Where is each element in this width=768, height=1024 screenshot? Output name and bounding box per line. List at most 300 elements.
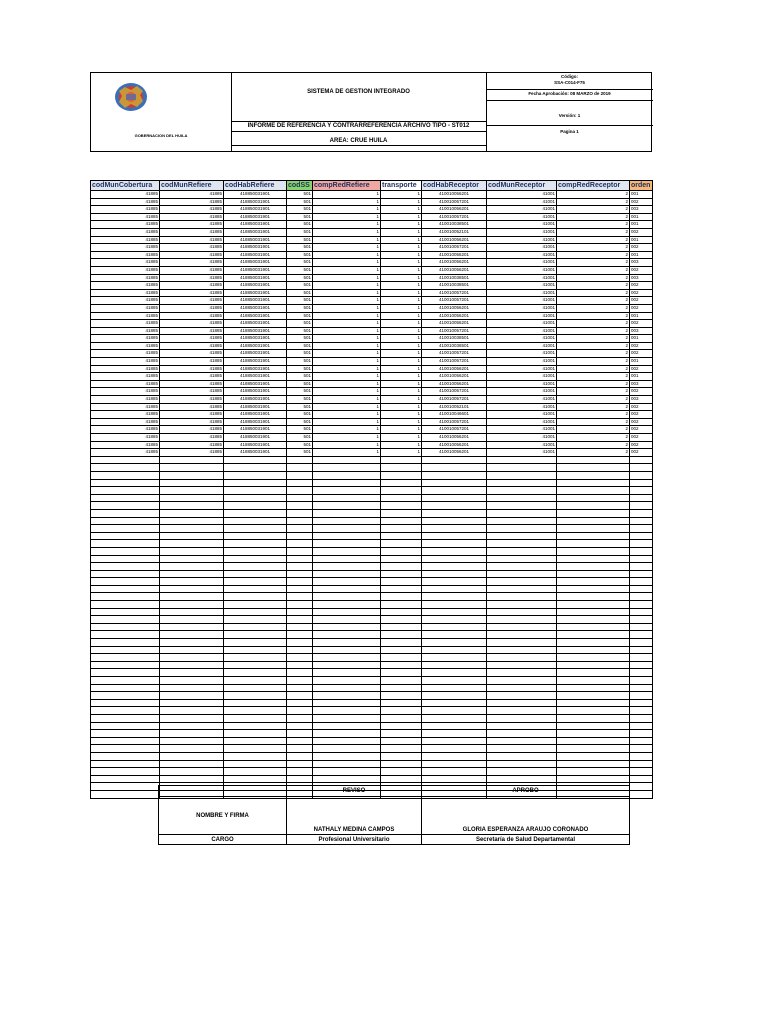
- cell-codHabReceptor: 410010056201: [422, 320, 487, 328]
- empty-table-row: [91, 494, 653, 502]
- empty-cell: [381, 578, 422, 586]
- empty-cell: [630, 578, 653, 586]
- cell-compRedRefiere: 1: [313, 449, 381, 457]
- empty-table-row: [91, 692, 653, 700]
- empty-cell: [630, 623, 653, 631]
- empty-cell: [487, 677, 557, 685]
- empty-cell: [91, 509, 160, 517]
- empty-cell: [487, 578, 557, 586]
- cell-compRedReceptor: 2: [557, 289, 630, 297]
- empty-cell: [91, 525, 160, 533]
- empty-table-row: [91, 563, 653, 571]
- empty-cell: [422, 646, 487, 654]
- cell-codSS: 501: [287, 335, 313, 343]
- cell-codSS: 501: [287, 221, 313, 229]
- cell-codMunCobertura: 41885: [91, 228, 160, 236]
- cell-transporte: 1: [381, 350, 422, 358]
- empty-cell: [287, 745, 313, 753]
- cell-codMunReceptor: 41001: [487, 206, 557, 214]
- cell-codMunCobertura: 41885: [91, 358, 160, 366]
- cell-codMunRefiere: 41885: [160, 449, 224, 457]
- empty-cell: [487, 646, 557, 654]
- empty-cell: [381, 456, 422, 464]
- empty-cell: [224, 646, 287, 654]
- cell-codMunCobertura: 41885: [91, 191, 160, 199]
- cell-transporte: 1: [381, 198, 422, 206]
- cell-codMunReceptor: 41001: [487, 342, 557, 350]
- table-row: [91, 373, 653, 381]
- empty-cell: [487, 616, 557, 624]
- cell-codMunReceptor: 41001: [487, 434, 557, 442]
- empty-cell: [422, 616, 487, 624]
- cell-transporte: 1: [381, 342, 422, 350]
- empty-cell: [557, 509, 630, 517]
- cell-codMunRefiere: 41885: [160, 251, 224, 259]
- empty-cell: [487, 555, 557, 563]
- empty-cell: [160, 752, 224, 760]
- table-row: [91, 449, 653, 457]
- empty-table-row: [91, 601, 653, 609]
- empty-cell: [287, 555, 313, 563]
- empty-table-row: [91, 669, 653, 677]
- empty-cell: [287, 692, 313, 700]
- cell-codMunReceptor: 41001: [487, 221, 557, 229]
- cell-compRedReceptor: 2: [557, 426, 630, 434]
- cell-codMunRefiere: 41885: [160, 244, 224, 252]
- empty-cell: [313, 677, 381, 685]
- cell-orden: 003: [630, 396, 653, 404]
- empty-cell: [487, 699, 557, 707]
- empty-cell: [557, 760, 630, 768]
- empty-cell: [422, 547, 487, 555]
- empty-cell: [557, 570, 630, 578]
- table-row: [91, 266, 653, 274]
- empty-cell: [381, 707, 422, 715]
- empty-cell: [557, 608, 630, 616]
- cell-compRedRefiere: 1: [313, 327, 381, 335]
- empty-cell: [313, 699, 381, 707]
- empty-table-row: [91, 737, 653, 745]
- cell-codMunReceptor: 41001: [487, 228, 557, 236]
- empty-table-row: [91, 775, 653, 783]
- cell-orden: 003: [630, 380, 653, 388]
- code-value: SSA-C014-F75: [554, 80, 585, 85]
- empty-table-row: [91, 623, 653, 631]
- empty-cell: [630, 593, 653, 601]
- cell-codMunRefiere: 41885: [160, 236, 224, 244]
- empty-cell: [487, 714, 557, 722]
- empty-cell: [630, 517, 653, 525]
- empty-cell: [422, 661, 487, 669]
- empty-cell: [381, 608, 422, 616]
- cell-codMunRefiere: 41885: [160, 228, 224, 236]
- cell-codMunCobertura: 41885: [91, 244, 160, 252]
- cell-orden: 002: [630, 297, 653, 305]
- empty-cell: [557, 494, 630, 502]
- empty-cell: [313, 456, 381, 464]
- cell-compRedReceptor: 2: [557, 350, 630, 358]
- cell-codMunCobertura: 41885: [91, 380, 160, 388]
- empty-cell: [557, 616, 630, 624]
- cell-codSS: 501: [287, 251, 313, 259]
- table-row: [91, 259, 653, 267]
- system-title: SISTEMA DE GESTION INTEGRADO: [307, 89, 410, 95]
- empty-table-row: [91, 585, 653, 593]
- empty-table-row: [91, 707, 653, 715]
- empty-cell: [91, 456, 160, 464]
- empty-cell: [287, 722, 313, 730]
- empty-cell: [630, 639, 653, 647]
- empty-cell: [224, 532, 287, 540]
- cell-codHabRefiere: 418850031901: [224, 418, 287, 426]
- cell-codSS: 501: [287, 426, 313, 434]
- empty-cell: [630, 608, 653, 616]
- cell-codSS: 501: [287, 434, 313, 442]
- cell-codSS: 501: [287, 365, 313, 373]
- cell-codHabRefiere: 418850031901: [224, 282, 287, 290]
- empty-cell: [287, 585, 313, 593]
- empty-cell: [91, 752, 160, 760]
- empty-table-row: [91, 752, 653, 760]
- cell-transporte: 1: [381, 213, 422, 221]
- cell-codHabRefiere: 418850031901: [224, 251, 287, 259]
- empty-cell: [160, 494, 224, 502]
- cell-codMunRefiere: 41885: [160, 289, 224, 297]
- empty-cell: [160, 669, 224, 677]
- cell-codMunRefiere: 41885: [160, 342, 224, 350]
- empty-table-row: [91, 593, 653, 601]
- cell-transporte: 1: [381, 297, 422, 305]
- empty-cell: [381, 563, 422, 571]
- empty-cell: [91, 654, 160, 662]
- cell-codHabReceptor: 410010057201: [422, 418, 487, 426]
- empty-cell: [91, 760, 160, 768]
- empty-cell: [287, 487, 313, 495]
- empty-cell: [313, 654, 381, 662]
- empty-cell: [557, 775, 630, 783]
- cell-compRedReceptor: 2: [557, 403, 630, 411]
- empty-table-row: [91, 768, 653, 776]
- cell-transporte: 1: [381, 373, 422, 381]
- empty-table-row: [91, 760, 653, 768]
- cell-compRedReceptor: 2: [557, 335, 630, 343]
- col-header-compRedRefiere: compRedRefiere: [313, 181, 381, 191]
- empty-cell: [422, 540, 487, 548]
- empty-cell: [381, 555, 422, 563]
- cell-codMunReceptor: 41001: [487, 191, 557, 199]
- empty-cell: [381, 639, 422, 647]
- cell-codHabReceptor: 410010056201: [422, 449, 487, 457]
- cell-orden: 002: [630, 342, 653, 350]
- cell-codMunRefiere: 41885: [160, 373, 224, 381]
- empty-cell: [487, 722, 557, 730]
- empty-cell: [422, 517, 487, 525]
- aprobo-name: GLORIA ESPERANZA ARAUJO CORONADO: [462, 827, 589, 833]
- cell-codMunCobertura: 41885: [91, 266, 160, 274]
- cell-codHabReceptor: 410010056201: [422, 236, 487, 244]
- cell-compRedReceptor: 2: [557, 228, 630, 236]
- empty-cell: [287, 737, 313, 745]
- empty-cell: [313, 768, 381, 776]
- cell-codMunCobertura: 41885: [91, 350, 160, 358]
- cell-orden: 002: [630, 441, 653, 449]
- org-name: GOBERNACION DEL HUILA: [134, 133, 188, 138]
- cell-codMunRefiere: 41885: [160, 297, 224, 305]
- empty-cell: [91, 471, 160, 479]
- empty-cell: [630, 752, 653, 760]
- empty-cell: [422, 623, 487, 631]
- empty-cell: [422, 525, 487, 533]
- cell-codSS: 501: [287, 411, 313, 419]
- empty-cell: [224, 479, 287, 487]
- cell-codMunCobertura: 41885: [91, 289, 160, 297]
- cell-codMunRefiere: 41885: [160, 411, 224, 419]
- empty-cell: [630, 547, 653, 555]
- empty-cell: [557, 730, 630, 738]
- empty-cell: [224, 669, 287, 677]
- cell-codHabReceptor: 410010052101: [422, 403, 487, 411]
- empty-cell: [630, 646, 653, 654]
- cell-codHabRefiere: 418850031901: [224, 441, 287, 449]
- cell-codSS: 501: [287, 213, 313, 221]
- empty-table-row: [91, 714, 653, 722]
- empty-cell: [381, 547, 422, 555]
- empty-cell: [313, 578, 381, 586]
- cell-codSS: 501: [287, 449, 313, 457]
- empty-cell: [313, 487, 381, 495]
- cell-compRedRefiere: 1: [313, 350, 381, 358]
- cell-codSS: 501: [287, 396, 313, 404]
- empty-cell: [287, 608, 313, 616]
- cell-transporte: 1: [381, 335, 422, 343]
- empty-cell: [422, 752, 487, 760]
- empty-cell: [91, 684, 160, 692]
- empty-cell: [381, 669, 422, 677]
- empty-cell: [160, 517, 224, 525]
- cell-codMunReceptor: 41001: [487, 266, 557, 274]
- cell-codMunReceptor: 41001: [487, 418, 557, 426]
- cell-codHabReceptor: 410010038501: [422, 221, 487, 229]
- cell-transporte: 1: [381, 221, 422, 229]
- cell-codHabRefiere: 418850031901: [224, 213, 287, 221]
- empty-cell: [287, 502, 313, 510]
- empty-cell: [224, 540, 287, 548]
- empty-cell: [313, 540, 381, 548]
- empty-cell: [313, 752, 381, 760]
- cell-codMunRefiere: 41885: [160, 304, 224, 312]
- empty-cell: [313, 479, 381, 487]
- empty-cell: [287, 646, 313, 654]
- empty-cell: [422, 593, 487, 601]
- empty-cell: [630, 722, 653, 730]
- cell-compRedRefiere: 1: [313, 213, 381, 221]
- cell-orden: 003: [630, 274, 653, 282]
- cell-codMunRefiere: 41885: [160, 259, 224, 267]
- empty-cell: [160, 661, 224, 669]
- cell-compRedReceptor: 2: [557, 259, 630, 267]
- empty-cell: [630, 783, 653, 791]
- empty-cell: [487, 623, 557, 631]
- empty-cell: [224, 654, 287, 662]
- empty-table-row: [91, 570, 653, 578]
- empty-cell: [630, 471, 653, 479]
- empty-cell: [91, 585, 160, 593]
- cell-codHabRefiere: 418850031901: [224, 198, 287, 206]
- cell-codMunRefiere: 41885: [160, 426, 224, 434]
- cell-codMunReceptor: 41001: [487, 274, 557, 282]
- cell-codSS: 501: [287, 388, 313, 396]
- empty-cell: [287, 654, 313, 662]
- col-header-codSS: codSS: [287, 181, 313, 191]
- empty-cell: [160, 585, 224, 593]
- table-row: [91, 213, 653, 221]
- cell-codHabReceptor: 410010038501: [422, 335, 487, 343]
- empty-cell: [381, 509, 422, 517]
- empty-cell: [91, 578, 160, 586]
- empty-cell: [487, 494, 557, 502]
- cell-codHabReceptor: 410010056201: [422, 434, 487, 442]
- cell-codMunReceptor: 41001: [487, 426, 557, 434]
- cell-orden: 002: [630, 289, 653, 297]
- cell-orden: 002: [630, 418, 653, 426]
- empty-table-row: [91, 578, 653, 586]
- empty-cell: [630, 570, 653, 578]
- empty-cell: [91, 479, 160, 487]
- table-row: [91, 403, 653, 411]
- cell-compRedReceptor: 2: [557, 312, 630, 320]
- cell-codHabRefiere: 418850031901: [224, 304, 287, 312]
- empty-cell: [381, 593, 422, 601]
- cell-codMunReceptor: 41001: [487, 411, 557, 419]
- empty-cell: [630, 525, 653, 533]
- empty-cell: [630, 494, 653, 502]
- empty-cell: [422, 494, 487, 502]
- cell-codSS: 501: [287, 259, 313, 267]
- cell-compRedRefiere: 1: [313, 289, 381, 297]
- cell-orden: 001: [630, 312, 653, 320]
- cell-codMunReceptor: 41001: [487, 350, 557, 358]
- cell-codMunCobertura: 41885: [91, 449, 160, 457]
- cell-transporte: 1: [381, 228, 422, 236]
- table-row: [91, 441, 653, 449]
- empty-cell: [557, 487, 630, 495]
- cell-transporte: 1: [381, 236, 422, 244]
- empty-cell: [487, 570, 557, 578]
- cell-codHabRefiere: 418850031901: [224, 206, 287, 214]
- empty-cell: [313, 631, 381, 639]
- cell-codHabReceptor: 410010038501: [422, 282, 487, 290]
- empty-cell: [630, 502, 653, 510]
- cell-codHabReceptor: 410010056201: [422, 259, 487, 267]
- empty-cell: [91, 555, 160, 563]
- empty-cell: [287, 730, 313, 738]
- empty-cell: [422, 578, 487, 586]
- cell-codHabReceptor: 410010056201: [422, 365, 487, 373]
- empty-cell: [91, 692, 160, 700]
- empty-cell: [287, 601, 313, 609]
- cell-codSS: 501: [287, 198, 313, 206]
- empty-cell: [313, 661, 381, 669]
- cell-codHabRefiere: 418850031901: [224, 228, 287, 236]
- empty-cell: [422, 745, 487, 753]
- empty-cell: [287, 707, 313, 715]
- table-row: [91, 236, 653, 244]
- empty-cell: [381, 471, 422, 479]
- empty-cell: [557, 578, 630, 586]
- cell-codMunReceptor: 41001: [487, 441, 557, 449]
- table-row: [91, 342, 653, 350]
- empty-cell: [91, 783, 160, 791]
- empty-cell: [313, 730, 381, 738]
- cell-orden: 002: [630, 244, 653, 252]
- empty-cell: [287, 532, 313, 540]
- empty-cell: [91, 768, 160, 776]
- empty-cell: [422, 509, 487, 517]
- empty-cell: [381, 752, 422, 760]
- empty-cell: [630, 616, 653, 624]
- table-row: [91, 191, 653, 199]
- empty-cell: [313, 464, 381, 472]
- cell-compRedRefiere: 1: [313, 191, 381, 199]
- empty-cell: [381, 517, 422, 525]
- empty-cell: [487, 760, 557, 768]
- cell-compRedRefiere: 1: [313, 320, 381, 328]
- cell-codMunCobertura: 41885: [91, 282, 160, 290]
- empty-cell: [224, 760, 287, 768]
- cell-codMunRefiere: 41885: [160, 441, 224, 449]
- cell-compRedReceptor: 2: [557, 213, 630, 221]
- empty-cell: [422, 570, 487, 578]
- empty-cell: [557, 471, 630, 479]
- cell-compRedRefiere: 1: [313, 434, 381, 442]
- empty-cell: [224, 737, 287, 745]
- table-row: [91, 327, 653, 335]
- empty-cell: [630, 730, 653, 738]
- empty-cell: [160, 593, 224, 601]
- empty-cell: [160, 563, 224, 571]
- cell-transporte: 1: [381, 289, 422, 297]
- empty-cell: [557, 684, 630, 692]
- cell-codSS: 501: [287, 418, 313, 426]
- referral-data-table: [90, 180, 653, 799]
- cell-codMunRefiere: 41885: [160, 396, 224, 404]
- empty-cell: [313, 745, 381, 753]
- empty-cell: [91, 540, 160, 548]
- name-label: NOMBRE Y FIRMA: [159, 797, 287, 835]
- empty-table-row: [91, 540, 653, 548]
- empty-cell: [91, 608, 160, 616]
- cell-codHabRefiere: 418850031901: [224, 342, 287, 350]
- approval-date: Fecha Aprobación: 08 MARZO de 2019: [528, 91, 611, 96]
- table-row: [91, 312, 653, 320]
- cell-codMunRefiere: 41885: [160, 365, 224, 373]
- empty-cell: [287, 699, 313, 707]
- cell-compRedReceptor: 2: [557, 297, 630, 305]
- empty-cell: [160, 639, 224, 647]
- empty-cell: [224, 547, 287, 555]
- cell-codMunRefiere: 41885: [160, 380, 224, 388]
- empty-cell: [91, 570, 160, 578]
- empty-cell: [160, 570, 224, 578]
- empty-cell: [381, 585, 422, 593]
- cell-compRedRefiere: 1: [313, 365, 381, 373]
- col-header-codMunCobertura: codMunCobertura: [91, 181, 160, 191]
- cell-compRedRefiere: 1: [313, 251, 381, 259]
- empty-cell: [381, 684, 422, 692]
- empty-cell: [381, 737, 422, 745]
- cell-compRedReceptor: 2: [557, 365, 630, 373]
- empty-cell: [557, 601, 630, 609]
